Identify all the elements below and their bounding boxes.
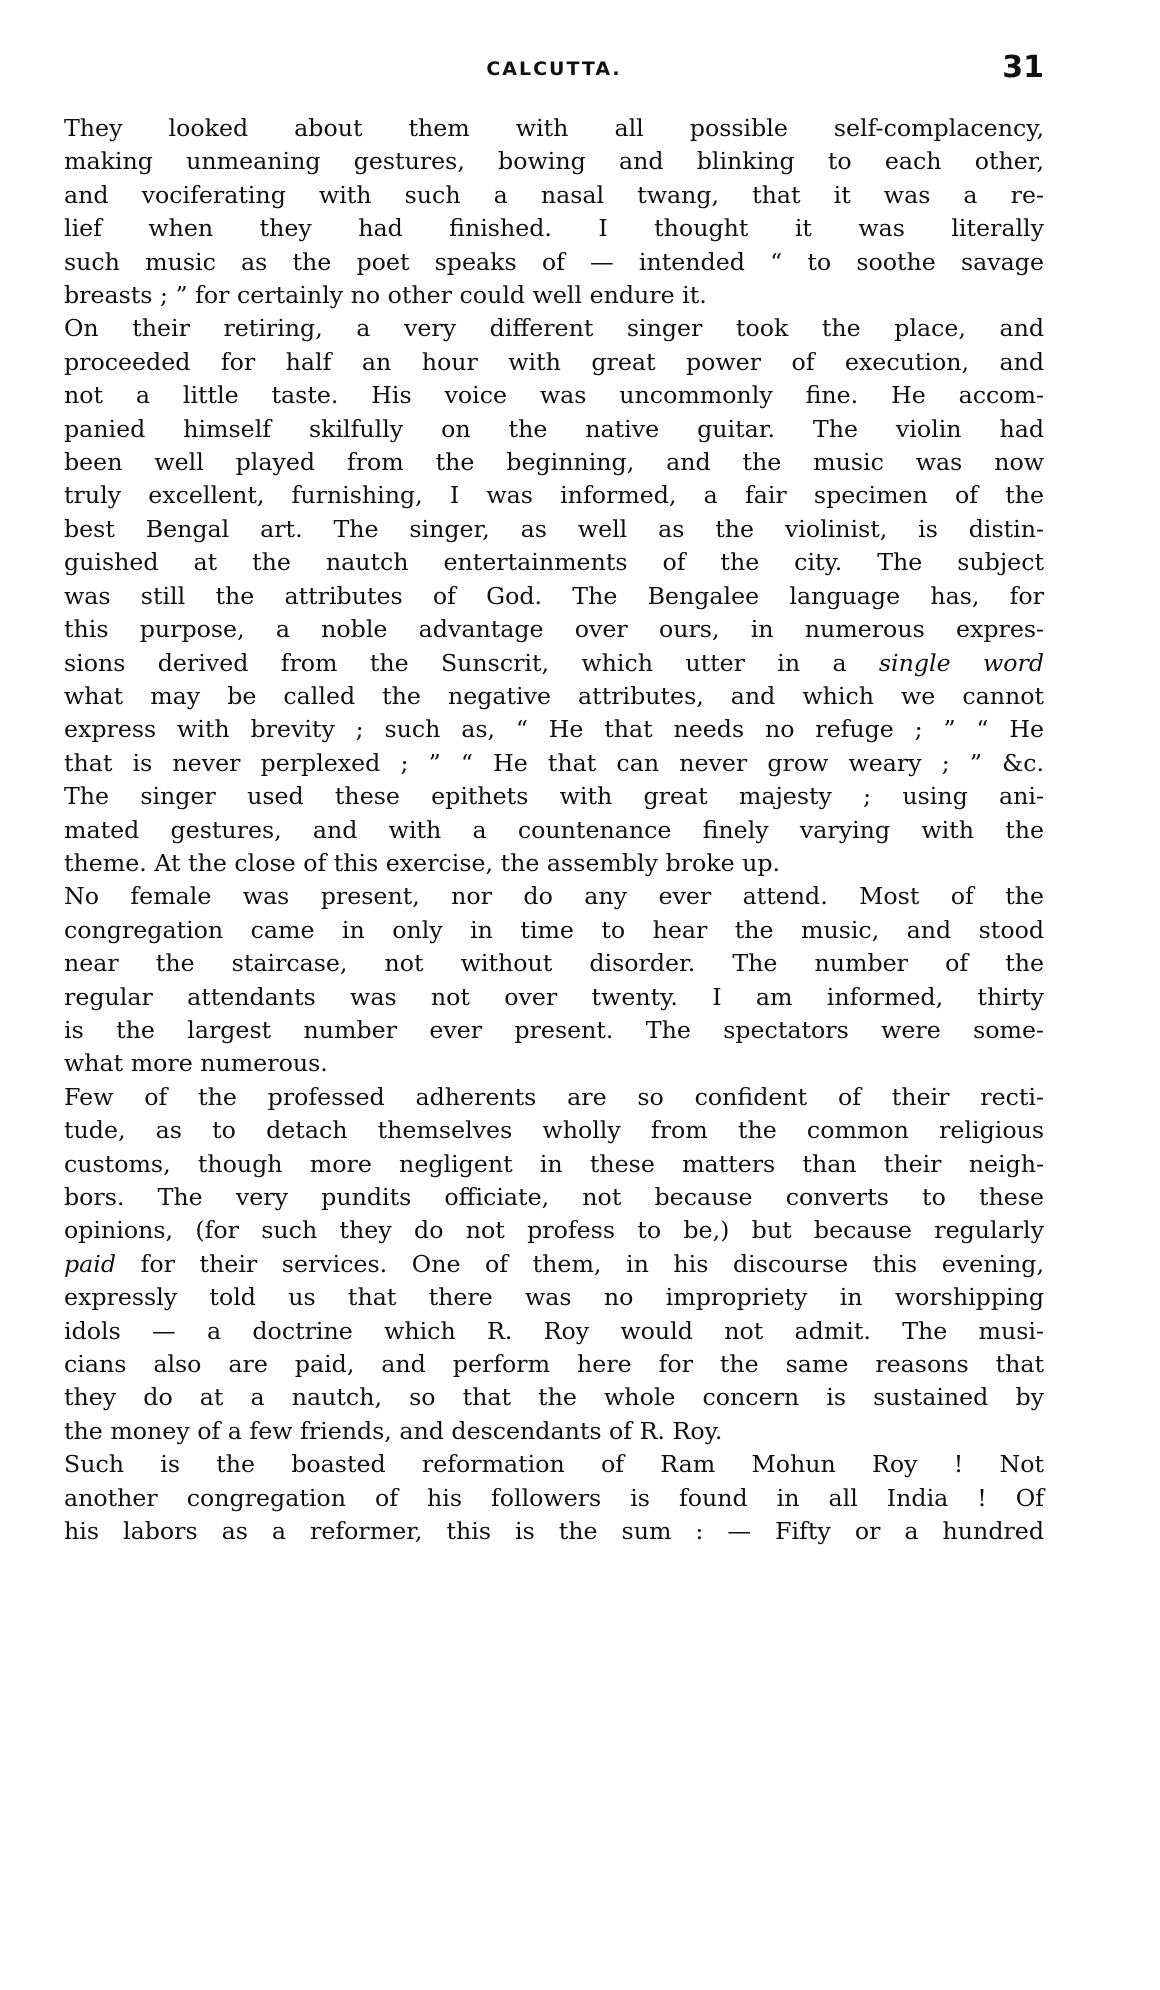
text-line: The singer used these epithets with great majesty ; using ani-: [64, 782, 1044, 811]
text-line: not a little taste. His voice was uncommonly fine. He accom-: [64, 381, 1044, 410]
text-line: panied himself skilfully on the native guitar. The violin had: [64, 414, 1044, 443]
body-text: [64, 112, 1044, 1548]
text-line: tude, as to detach themselves wholly from the common religious: [64, 1116, 1044, 1145]
text-line: that is never perplexed ; ” “ He that can never grow weary ; ” &c.: [64, 748, 1044, 777]
text-line: been well played from the beginning, and the music was now: [64, 448, 1044, 477]
text-line: opinions, (for such they do not profess to be,) but because regularly: [64, 1216, 1044, 1245]
text-line: is the largest number ever present. The spectators were some-: [64, 1015, 1044, 1044]
text-line: what may be called the negative attributes, and which we cannot: [64, 681, 1044, 710]
text-line: they do at a nautch, so that the whole concern is sustained by: [64, 1383, 1044, 1412]
text-line: his labors as a reformer, this is the sum : — Fifty or a hundred: [64, 1517, 1044, 1546]
running-head: [64, 48, 1044, 92]
italic-word: paid: [64, 1249, 117, 1278]
text-line: Such is the boasted reformation of Ram Mohun Roy ! Not: [64, 1450, 1044, 1479]
text-line: proceeded for half an hour with great power of execution, and: [64, 347, 1044, 376]
text-line: Few of the professed adherents are so confident of their recti-: [64, 1082, 1044, 1111]
text-line: theme. At the close of this exercise, the assembly broke up.: [64, 848, 781, 877]
text-line: truly excellent, furnishing, I was informed, a fair specimen of the: [64, 481, 1044, 510]
text-segment: for their services. One of them, in his discourse this evening,: [116, 1249, 1044, 1278]
text-line: such music as the poet speaks of — intended “ to soothe savage: [64, 247, 1044, 276]
text-line: They looked about them with all possible self-complacency,: [64, 114, 1044, 142]
text-line-with-italic: [64, 647, 1044, 680]
text-line: mated gestures, and with a countenance finely varying with the: [64, 815, 1044, 844]
text-line: bors. The very pundits officiate, not because converts to these: [64, 1183, 1044, 1211]
text-line: customs, though more negligent in these matters than their neigh-: [64, 1149, 1044, 1178]
text-line: expressly told us that there was no impropriety in worshipping: [64, 1283, 1044, 1312]
text-line: regular attendants was not over twenty. I am informed, thirty: [64, 982, 1044, 1011]
text-line: what more numerous.: [64, 1049, 328, 1078]
text-line: and vociferating with such a nasal twang, that it was a re-: [64, 180, 1044, 209]
text-line: best Bengal art. The singer, as well as the violinist, is distin-: [64, 514, 1044, 543]
text-line: congregation came in only in time to hear the music, and stood: [64, 915, 1044, 944]
italic-phrase: single word: [878, 648, 1044, 677]
text-line: making unmeaning gestures, bowing and blinking to each other,: [64, 147, 1044, 176]
text-line: this purpose, a noble advantage over ours, in numerous expres-: [64, 615, 1044, 644]
text-line: lief when they had finished. I thought it was literally: [64, 214, 1044, 243]
text-segment: sions derived from the Sunscrit, which utter in a: [64, 648, 879, 677]
text-line: near the staircase, not without disorder. The number of the: [64, 949, 1044, 978]
text-line: the money of a few friends, and descendants of R. Roy.: [64, 1416, 723, 1445]
text-line: No female was present, nor do any ever attend. Most of the: [64, 882, 1044, 911]
text-line: express with brevity ; such as, “ He that needs no refuge ; ” “ He: [64, 715, 1044, 744]
page-number: 31: [1002, 50, 1044, 85]
running-title: CALCUTTA.: [486, 58, 622, 80]
text-line: breasts ; ” for certainly no other could well endure it.: [64, 281, 707, 310]
text-line: cians also are paid, and perform here for the same reasons that: [64, 1350, 1044, 1379]
text-line: On their retiring, a very different singer took the place, and: [64, 314, 1044, 343]
text-line: another congregation of his followers is found in all India ! Of: [64, 1483, 1044, 1512]
text-line: was still the attributes of God. The Bengalee language has, for: [64, 581, 1044, 610]
text-line-with-italic: [64, 1248, 1044, 1281]
text-line: guished at the nautch entertainments of the city. The subject: [64, 548, 1044, 577]
text-line: idols — a doctrine which R. Roy would not admit. The musi-: [64, 1316, 1044, 1345]
